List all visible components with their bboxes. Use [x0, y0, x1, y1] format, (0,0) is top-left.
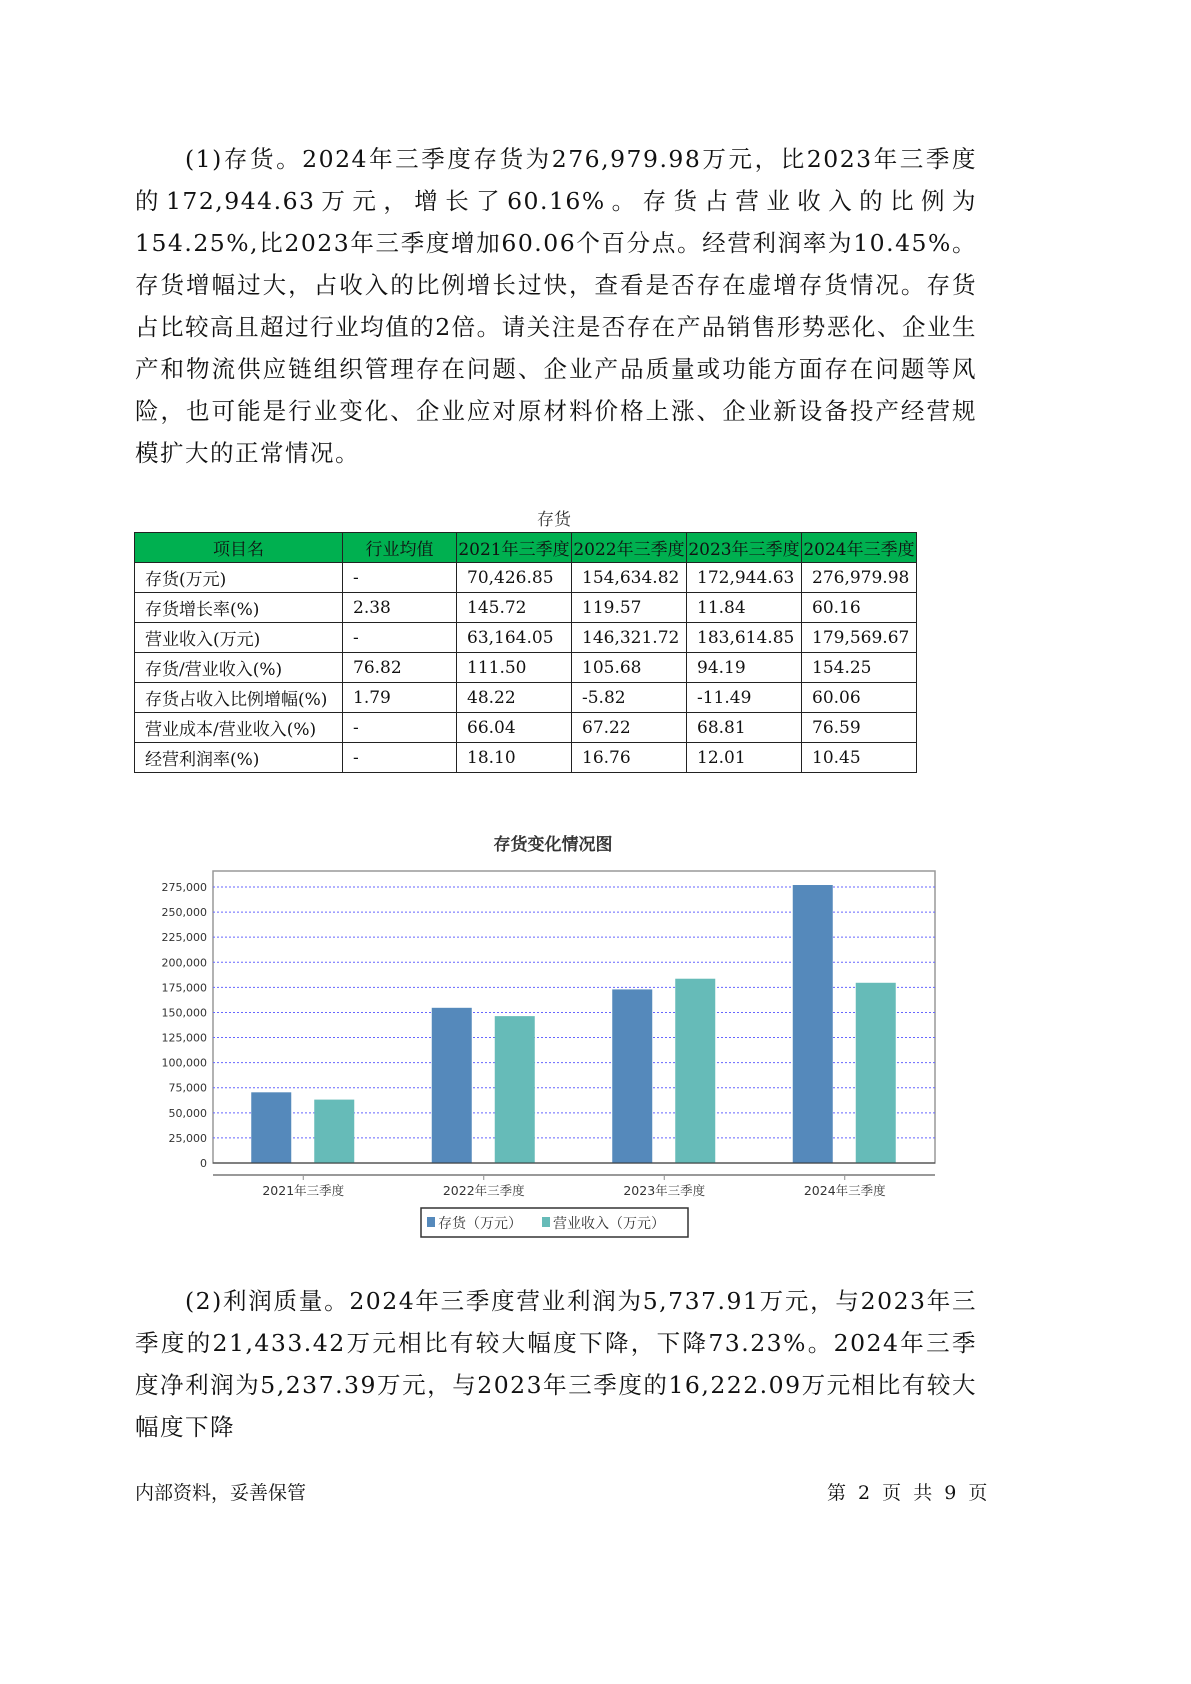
- table-cell: 146,321.72: [572, 623, 687, 653]
- y-tick-label: 275,000: [161, 881, 207, 894]
- table-cell: 2.38: [343, 593, 457, 623]
- column-header: 2023年三季度: [687, 533, 802, 563]
- y-tick-label: 75,000: [168, 1081, 207, 1095]
- table-cell: 1.79: [343, 683, 457, 713]
- table-cell: 179,569.67: [802, 623, 917, 653]
- column-header: 项目名: [135, 533, 343, 563]
- table-cell: 66.04: [457, 713, 572, 743]
- paragraph-text: (2)利润质量。2024年三季度营业利润为5,737.91万元，与2023年三季度的21,433.42万元相比有较大幅度下降，下降73.23%。2024年三季度净利润为5,237.39万元，与2023年三季度的16,222.09万元相比有较大幅度下降: [135, 1287, 977, 1441]
- table-cell: 68.81: [687, 713, 802, 743]
- bar-revenue: [856, 983, 896, 1163]
- table-cell: 183,614.85: [687, 623, 802, 653]
- column-header: 2022年三季度: [572, 533, 687, 563]
- table-row: [135, 683, 917, 713]
- bar-revenue: [675, 979, 715, 1163]
- table-cell: 48.22: [457, 683, 572, 713]
- table-cell: -11.49: [687, 683, 802, 713]
- table-cell: 存货占收入比例增幅(%): [135, 683, 343, 713]
- table-cell: 60.06: [802, 683, 917, 713]
- y-tick-label: 150,000: [161, 1006, 207, 1020]
- table-row: [135, 743, 917, 773]
- paragraph-inventory: [135, 138, 977, 474]
- y-tick-label: 25,000: [168, 1131, 207, 1145]
- bar-revenue: [495, 1016, 535, 1163]
- table-cell: 276,979.98: [802, 563, 917, 593]
- y-tick-label: 175,000: [161, 981, 207, 995]
- legend-swatch: [427, 1217, 435, 1227]
- table-header-row: [135, 533, 917, 563]
- table-cell: 105.68: [572, 653, 687, 683]
- y-tick-label: 0: [200, 1157, 207, 1170]
- table-cell: 16.76: [572, 743, 687, 773]
- table-cell: 154.25: [802, 653, 917, 683]
- chart-title: 存货变化情况图: [493, 835, 613, 855]
- table-row: [135, 653, 917, 683]
- table-cell: -: [343, 623, 457, 653]
- y-tick-label: 50,000: [168, 1106, 207, 1120]
- table-cell: 10.45: [802, 743, 917, 773]
- table-cell: 145.72: [457, 593, 572, 623]
- footer-page-number: 第 2 页 共 9 页: [827, 1482, 988, 1504]
- legend-label: 存货（万元）: [438, 1216, 522, 1232]
- table-cell: -: [343, 713, 457, 743]
- table-cell: 存货增长率(%): [135, 593, 343, 623]
- table-cell: 76.59: [802, 713, 917, 743]
- y-tick-label: 250,000: [161, 906, 207, 920]
- table-cell: -: [343, 563, 457, 593]
- x-tick-label: 2021年三季度: [262, 1183, 345, 1198]
- bar-inventory: [251, 1092, 291, 1163]
- bar-inventory: [432, 1008, 472, 1163]
- table-cell: 63,164.05: [457, 623, 572, 653]
- table-cell: 119.57: [572, 593, 687, 623]
- bar-revenue: [314, 1100, 354, 1163]
- column-header: 行业均值: [343, 533, 457, 563]
- x-tick-label: 2024年三季度: [803, 1183, 886, 1198]
- inventory-bar-chart: [140, 820, 960, 1250]
- table-cell: 172,944.63: [687, 563, 802, 593]
- inventory-table: [134, 532, 917, 773]
- y-tick-label: 100,000: [161, 1056, 207, 1070]
- table-cell: 存货/营业收入(%): [135, 653, 343, 683]
- table-cell: 154,634.82: [572, 563, 687, 593]
- y-tick-label: 225,000: [161, 931, 207, 945]
- bar-inventory: [612, 989, 652, 1163]
- paragraph-text: (1)存货。2024年三季度存货为276,979.98万元，比2023年三季度的172,944.63万元，增长了60.16%。存货占营业收入的比例为154.25%,比2023年三季度增加60.06个百分点。经营利润率为10.45%。存货增幅过大，占收入的比例增长过快，查看是否存在虚增存货情况。存货占比较高且超过行业均值的2倍。请关注是否存在产品销售形势恶化、企业生产和物流供应链组织管理存在问题、企业产品质量或功能方面存在问题等风险，也可能是行业变化、企业应对原材料价格上涨、企业新设备投产经营规模扩大的正常情况。: [135, 145, 977, 467]
- table-cell: 营业成本/营业收入(%): [135, 713, 343, 743]
- x-tick-label: 2023年三季度: [623, 1183, 706, 1198]
- legend-swatch: [542, 1217, 550, 1227]
- y-tick-label: 200,000: [161, 956, 207, 970]
- table-cell: 经营利润率(%): [135, 743, 343, 773]
- x-tick-label: 2022年三季度: [442, 1183, 525, 1198]
- table-cell: 94.19: [687, 653, 802, 683]
- table-row: [135, 623, 917, 653]
- table-row: [135, 713, 917, 743]
- column-header: 2021年三季度: [457, 533, 572, 563]
- bar-inventory: [793, 885, 833, 1163]
- y-tick-label: 125,000: [161, 1031, 207, 1045]
- table-cell: 60.16: [802, 593, 917, 623]
- column-header: 2024年三季度: [802, 533, 917, 563]
- table-row: [135, 563, 917, 593]
- table-cell: 67.22: [572, 713, 687, 743]
- paragraph-profit-quality: [135, 1280, 977, 1448]
- table-cell: 70,426.85: [457, 563, 572, 593]
- table-cell: 111.50: [457, 653, 572, 683]
- table-caption: 存货: [537, 510, 571, 530]
- table-cell: -: [343, 743, 457, 773]
- table-cell: 76.82: [343, 653, 457, 683]
- table-cell: 营业收入(万元): [135, 623, 343, 653]
- footer-confidential: 内部资料，妥善保管: [135, 1482, 307, 1504]
- table-cell: 存货(万元): [135, 563, 343, 593]
- table-cell: 11.84: [687, 593, 802, 623]
- legend-label: 营业收入（万元）: [553, 1216, 665, 1232]
- table-row: [135, 593, 917, 623]
- table-cell: 18.10: [457, 743, 572, 773]
- table-cell: 12.01: [687, 743, 802, 773]
- table-cell: -5.82: [572, 683, 687, 713]
